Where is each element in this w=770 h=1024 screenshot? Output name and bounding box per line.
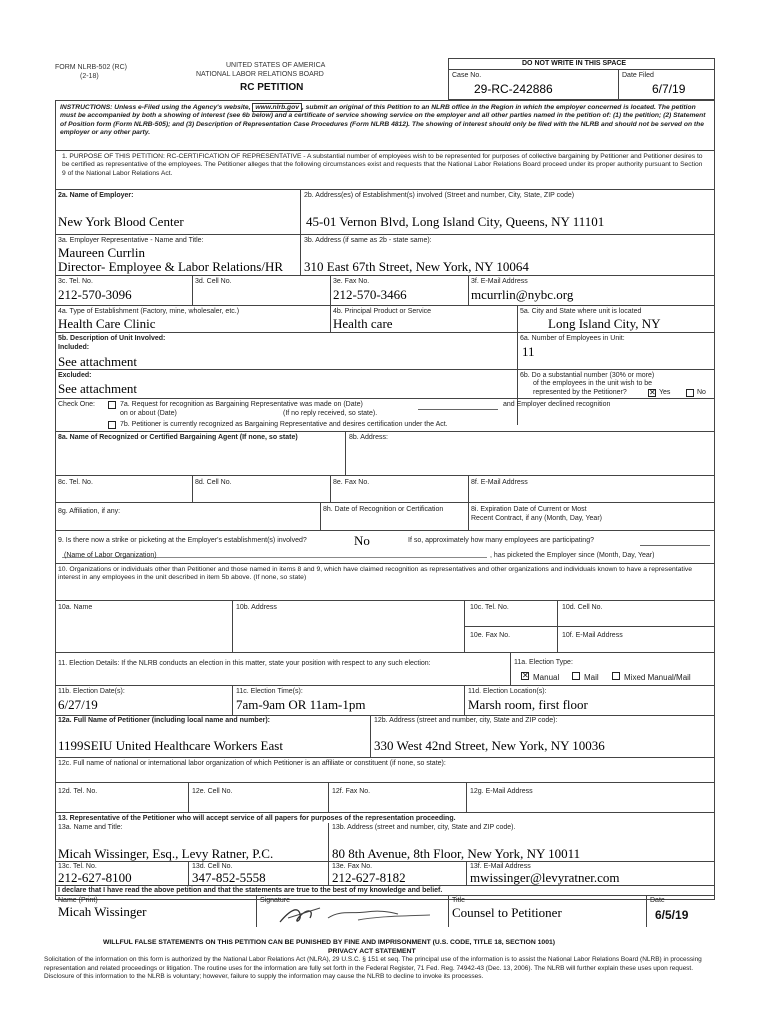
employer-fax: 212-570-3466 <box>333 287 407 302</box>
employer-email-label: 3f. E-Mail Address <box>471 278 528 285</box>
option-7b-checkbox[interactable] <box>108 421 116 429</box>
divider <box>55 600 715 601</box>
other-org-fax-label: 10e. Fax No. <box>470 632 511 639</box>
agent-tel-label: 8c. Tel. No. <box>58 479 93 486</box>
agent-address-label: 8b. Address: <box>349 434 388 441</box>
divider <box>192 275 193 305</box>
election-location: Marsh room, first floor <box>468 697 588 712</box>
divider <box>232 685 233 715</box>
declaration-text: I declare that I have read the above petition and that the statements are true to the best of my knowledge and belief. <box>58 887 443 894</box>
privacy-statement: Solicitation of the information on this form is authorized by the National Labor Relations Act (NLRA), 29 U.S.C. § 151 et seq. The principal use of the information is to assist the National Labor Relations Board (NLRB) in processing representation and related proceedings or litigation. The routine uses for the information are fully set forth in the Federal Register, 71 Fed. Reg. 74942-43 (Dec. 13, 2006). The NLRB will further explain these uses upon request. Disclosure of this information to the NLRB is voluntary; however, failure to supply the information may cause the NLRB to decline to invoke its processes. <box>44 956 702 981</box>
rep-email-label: 13f. E-Mail Address <box>470 863 531 870</box>
divider <box>468 275 469 305</box>
petitioner-address: 330 West 42nd Street, New York, NY 10036 <box>374 738 605 753</box>
divider <box>345 431 346 475</box>
mixed-checkbox[interactable] <box>612 672 620 680</box>
divider <box>55 369 715 370</box>
petitioner-email-label: 12g. E-Mail Address <box>470 788 533 795</box>
form-number: FORM NLRB-502 (RC) <box>55 64 127 71</box>
form-title: RC PETITION <box>240 82 304 93</box>
agency-line-1: UNITED STATES OF AMERICA <box>226 62 326 69</box>
date-filed: 6/7/19 <box>652 82 686 96</box>
divider <box>448 69 715 70</box>
divider <box>55 812 715 813</box>
divider <box>55 685 715 686</box>
election-details: 11. Election Details: If the NLRB conducts an election in this matter, state your position with respect to any such election: <box>58 660 431 667</box>
option-7a-text: and Employer declined recognition <box>503 401 611 408</box>
divider <box>320 502 321 530</box>
support-no-checkbox[interactable] <box>686 389 694 397</box>
case-no: 29-RC-242886 <box>474 82 553 96</box>
election-dates: 6/27/19 <box>58 697 98 712</box>
divider <box>55 275 715 276</box>
manual-label: Manual <box>533 673 560 682</box>
election-location-label: 11d. Election Location(s): <box>468 688 547 695</box>
title-label: Title <box>452 897 465 904</box>
unit-location: Long Island City, NY <box>548 316 661 331</box>
support-label: of the employees in the unit wish to be <box>533 380 653 387</box>
support-label: represented by the Petitioner? <box>533 389 627 396</box>
divider <box>55 475 715 476</box>
election-times: 7am-9am OR 11am-1pm <box>236 697 366 712</box>
divider <box>646 895 647 927</box>
rep-tel: 212-627-8100 <box>58 870 132 885</box>
divider <box>55 652 715 653</box>
picketed-since-label: , has picketed the Employer since (Month, Day, Year) <box>490 552 655 559</box>
divider <box>466 861 467 885</box>
divider <box>510 652 511 685</box>
principal-product-label: 4b. Principal Product or Service <box>333 308 432 315</box>
option-7a-text: on or about (Date) <box>120 410 177 417</box>
false-statement-warning: WILLFUL FALSE STATEMENTS ON THIS PETITION CAN BE PUNISHED BY FINE AND IMPRISONMENT (U.S. CODE, TITLE 18, SECTION 1001) <box>103 939 556 946</box>
petitioner-name-label: 12a. Full Name of Petitioner (including local name and number): <box>58 717 270 724</box>
rep-address-label: 13b. Address (street and number, city, State and ZIP code). <box>332 824 516 831</box>
divider <box>300 189 301 275</box>
rep-email: mwissinger@levyratner.com <box>470 870 620 885</box>
divider <box>466 782 467 812</box>
check-one-label: Check One: <box>58 401 95 408</box>
employer-address-label: 2b. Address(es) of Establishment(s) involved (Street and number, City, State, ZIP code) <box>304 192 575 199</box>
mail-checkbox[interactable] <box>572 672 580 680</box>
divider <box>55 398 715 399</box>
affiliate-label: 12c. Full name of national or international labor organization of which Petitioner is an affiliate or constituent (if none, so state): <box>58 760 446 767</box>
unit-description-label: 5b. Description of Unit Involved: <box>58 335 166 342</box>
strike-question: 9. Is there now a strike or picketing at the Employer's establishment(s) involved? <box>58 537 307 544</box>
signer-name: Micah Wissinger <box>58 904 147 919</box>
num-employees-label: 6a. Number of Employees in Unit: <box>520 335 625 342</box>
divider <box>55 431 715 432</box>
divider <box>55 885 715 886</box>
agent-cell-label: 8d. Cell No. <box>195 479 232 486</box>
employer-name-label: 2a. Name of Employer: <box>58 192 134 199</box>
excluded-value: See attachment <box>58 381 138 396</box>
divider <box>370 715 371 757</box>
divider <box>55 189 715 190</box>
divider <box>55 502 715 503</box>
option-7a-text: (If no reply received, so state). <box>283 410 378 417</box>
divider <box>55 861 715 862</box>
divider <box>330 275 331 305</box>
date-filed-label: Date Filed <box>622 72 654 79</box>
agent-name-label: 8a. Name of Recognized or Certified Bargaining Agent (If none, so state) <box>58 434 298 441</box>
mixed-label: Mixed Manual/Mail <box>624 673 691 682</box>
establishment-type-label: 4a. Type of Establishment (Factory, mine, wholesaler, etc.) <box>58 308 240 315</box>
mail-label: Mail <box>584 673 599 682</box>
employer-tel: 212-570-3096 <box>58 287 132 302</box>
excluded-label: Excluded: <box>58 372 92 379</box>
principal-product: Health care <box>333 316 393 331</box>
divider <box>55 757 715 758</box>
employer-rep-title: Director- Employee & Labor Relations/HR <box>58 259 284 274</box>
election-type-label: 11a. Election Type: <box>514 659 573 666</box>
petitioner-cell-label: 12e. Cell No. <box>192 788 233 795</box>
divider <box>468 502 469 530</box>
option-7a-checkbox[interactable] <box>108 401 116 409</box>
divider <box>468 475 469 502</box>
rep-name-label: 13a. Name and Title: <box>58 824 123 831</box>
unit-location-label: 5a. City and State where unit is located <box>520 308 642 315</box>
employer-email: mcurrlin@nybc.org <box>471 287 574 302</box>
website-link[interactable]: www.nlrb.gov <box>252 103 302 112</box>
employer-fax-label: 3e. Fax No. <box>333 278 370 285</box>
num-employees: 11 <box>522 344 535 359</box>
divider <box>55 563 715 564</box>
election-dates-label: 11b. Election Date(s): <box>58 688 125 695</box>
petitioner-name: 1199SEIU United Healthcare Workers East <box>58 738 283 753</box>
rep-address: 80 8th Avenue, 8th Floor, New York, NY 10011 <box>332 846 581 861</box>
case-no-label: Case No. <box>452 72 482 79</box>
purpose-statement: 1. PURPOSE OF THIS PETITION: RC-CERTIFICATION OF REPRESENTATIVE - A substantial number of employees wish to be represented for purposes of collective bargaining by Petitioner and Petitioner desires to be certified as representative of the employees. The Petitioner alleges that the following circumstances exist and requests that the National Labor Relations Board proceed under its proper authority pursuant to Section 9 of the National Labor Relations Act. <box>62 153 703 177</box>
do-not-write-label: DO NOT WRITE IN THIS SPACE <box>522 60 627 67</box>
rep-fax: 212-627-8182 <box>332 870 406 885</box>
rep-cell: 347-852-5558 <box>192 870 266 885</box>
expiration-date-label: Recent Contract, if any (Month, Day, Year) <box>471 515 602 522</box>
representative-heading: 13. Representative of the Petitioner who will accept service of all papers for purposes of the representation proceeding. <box>58 815 456 822</box>
support-label: 6b. Do a substantial number (30% or more) <box>520 372 655 379</box>
support-no-label: No <box>697 389 706 396</box>
other-org-cell-label: 10d. Cell No. <box>562 604 603 611</box>
agent-affiliation-label: 8g. Affiliation, if any: <box>58 508 121 515</box>
included-label: Included: <box>58 344 90 351</box>
privacy-heading: PRIVACY ACT STATEMENT <box>328 948 416 955</box>
petitioner-tel-label: 12d. Tel. No. <box>58 788 98 795</box>
divider <box>464 685 465 715</box>
agency-line-2: NATIONAL LABOR RELATIONS BOARD <box>196 71 324 78</box>
employer-rep-name: Maureen Currlin <box>58 245 146 260</box>
date-line <box>418 409 498 410</box>
divider <box>55 332 715 333</box>
employer-name: New York Blood Center <box>58 214 184 229</box>
support-yes-label: Yes <box>659 389 671 396</box>
signature-label: Signature <box>260 897 290 904</box>
divider <box>188 782 189 812</box>
signed-date: 6/5/19 <box>655 908 689 922</box>
employer-cell-label: 3d. Cell No. <box>195 278 232 285</box>
divider <box>55 715 715 716</box>
agent-fax-label: 8e. Fax No. <box>333 479 370 486</box>
petitioner-fax-label: 12f. Fax No. <box>332 788 371 795</box>
petitioner-address-label: 12b. Address (street and number, city, State and ZIP code): <box>374 717 558 724</box>
divider <box>188 861 189 885</box>
divider <box>55 305 715 306</box>
divider <box>55 530 715 531</box>
date-label: Date <box>650 897 665 904</box>
signer-name-label: Name (Print) <box>58 897 98 904</box>
rep-tel-label: 13c. Tel. No. <box>58 863 97 870</box>
divider <box>192 475 193 502</box>
participants-line <box>640 545 710 546</box>
option-7a-text: 7a. Request for recognition as Bargaining Representative was made on (Date) <box>120 401 363 408</box>
divider <box>55 234 715 235</box>
other-org-tel-label: 10c. Tel. No. <box>470 604 509 611</box>
other-orgs-text: 10. Organizations or individuals other than Petitioner and those named in items 8 and 9, which have claimed recognition as representatives and other organizations and individuals known to have a representative interest in any employees in the unit described in item 5b above. (If none, so state) <box>58 566 693 582</box>
divider <box>232 600 233 652</box>
other-org-email-label: 10f. E-Mail Address <box>562 632 623 639</box>
signature-image <box>270 896 440 928</box>
employer-rep-address: 310 East 67th Street, New York, NY 10064 <box>304 259 529 274</box>
divider <box>330 305 331 332</box>
employer-rep-label: 3a. Employer Representative - Name and Title: <box>58 237 204 244</box>
rep-name: Micah Wissinger, Esq., Levy Ratner, P.C. <box>58 846 274 861</box>
employer-rep-address-label: 3b. Address (if same as 2b - state same): <box>304 237 432 244</box>
expiration-date-label: 8i. Expiration Date of Current or Most <box>471 506 587 513</box>
support-yes-checkbox[interactable]: ✕ <box>649 388 656 397</box>
instructions: INSTRUCTIONS: Unless e-Filed using the Agency's website, www.nlrb.gov , submit an original of this Petition to an NLRB office in the Region in which the employer concerned is located. The petition must be accompanied by both a showing of interest (see 6b below) and a certificate of service showing service on the employer and all other parties named in the petition of: (1) the petition; (2) Statement of Position form (Form NLRB-505); and (3) Description of Representation Case Procedures (Form NLRB 4812). The showing of interest should only be filed with the NLRB and should not be served on the employer or any other party. <box>60 104 706 137</box>
rep-fax-label: 13e. Fax No. <box>332 863 373 870</box>
employer-tel-label: 3c. Tel. No. <box>58 278 93 285</box>
divider <box>330 475 331 502</box>
divider <box>464 626 715 627</box>
election-times-label: 11c. Election Time(s): <box>236 688 303 695</box>
divider <box>328 782 329 812</box>
other-org-name-label: 10a. Name <box>58 604 93 611</box>
other-org-address-label: 10b. Address <box>236 604 277 611</box>
establishment-type: Health Care Clinic <box>58 316 156 331</box>
signer-title: Counsel to Petitioner <box>452 905 562 920</box>
form-date: (2-18) <box>80 73 99 80</box>
divider <box>618 69 619 100</box>
divider <box>448 895 449 927</box>
strike-participants-label: If so, approximately how many employees are participating? <box>408 537 594 544</box>
divider <box>55 782 715 783</box>
recognition-date-label: 8h. Date of Recognition or Certification <box>323 506 444 513</box>
employer-address: 45-01 Vernon Blvd, Long Island City, Queens, NY 11101 <box>306 214 605 229</box>
rep-cell-label: 13d. Cell No. <box>192 863 233 870</box>
agent-email-label: 8f. E-Mail Address <box>471 479 528 486</box>
strike-answer: No <box>354 533 370 548</box>
included-value: See attachment <box>58 354 138 369</box>
labor-org-label: (Name of Labor Organization) <box>64 552 157 559</box>
manual-checkbox[interactable]: ✕ <box>522 671 529 680</box>
option-7b-text: 7b. Petitioner is currently recognized as Bargaining Representative and desires certification under the Act. <box>120 421 448 428</box>
divider <box>55 150 715 151</box>
divider <box>256 895 257 927</box>
divider <box>328 823 329 885</box>
